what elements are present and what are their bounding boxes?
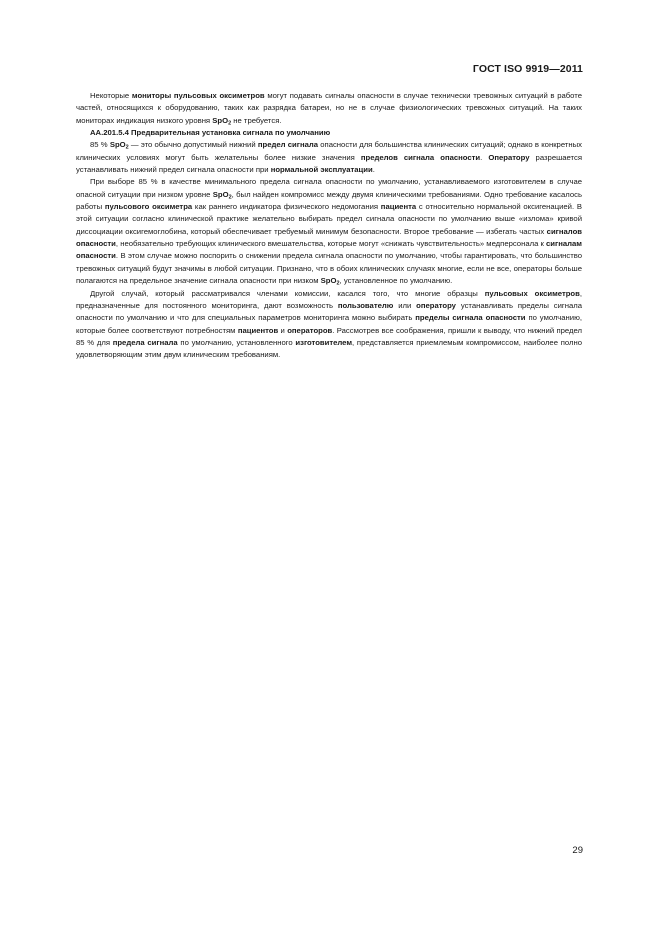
term-spo2-base: SpO bbox=[212, 115, 229, 125]
document-body bbox=[76, 90, 582, 362]
text-run: , был найден компромисс между двумя клиническими требованиями. Одно требование касалось работы bbox=[76, 189, 582, 212]
text-run: устанавливать пределы сигнала опасности по умолчанию и что для специальных параметров мониторинга можно выбирать bbox=[76, 300, 582, 323]
text-run: с относительно нормальной оксигенацией. В этой ситуации согласно клинической практике желательно выбирать предел сигнала опасности по умолчанию выше «излома» кривой диссоциации оксигемоглобина, который обеспечивает требуемый минимум безопасности. Второе требование — избегать частых bbox=[76, 202, 582, 236]
term-spo2-subscript: 2 bbox=[336, 280, 340, 287]
text-run: , необязательно требующих клинического вмешательства, которые могут «снижать чувствительность» медперсонала к bbox=[115, 239, 547, 249]
term-pulse-oximeters: пульсовых оксиметров bbox=[484, 288, 580, 298]
paragraph-monitor-alarms bbox=[76, 90, 582, 127]
text-run: — это обычно допустимый нижний bbox=[128, 140, 258, 150]
term-spo2 bbox=[110, 140, 129, 149]
page-header-standard-code: ГОСТ ISO 9919—2011 bbox=[472, 63, 583, 75]
section-heading-text: АА.201.5.4 Предварительная установка сигнала по умолчанию bbox=[90, 128, 331, 138]
term-spo2 bbox=[321, 276, 340, 285]
term-operator: Оператору bbox=[488, 152, 530, 162]
text-run: Некоторые bbox=[90, 91, 132, 100]
term-spo2 bbox=[213, 190, 232, 199]
paragraph-default-limit bbox=[76, 139, 582, 176]
term-patients: пациентов bbox=[237, 325, 279, 335]
text-run: , представляется приемлемым компромиссом, наиболее полно удовлетворяющим этим двум клиническим требованиям. bbox=[76, 337, 582, 360]
term-manufacturer: изготовителем bbox=[295, 337, 353, 347]
text-run: . bbox=[480, 152, 489, 162]
text-run: как раннего индикатора физического недомогания bbox=[192, 202, 381, 212]
paragraph-compromise bbox=[76, 176, 582, 287]
text-run: опасности для большинства клинических ситуаций; однако в конкретных клинических условиях могут быть желательны более низкие значения bbox=[76, 140, 582, 162]
term-spo2 bbox=[212, 116, 231, 125]
text-run: по умолчанию, установленного bbox=[177, 337, 296, 347]
term-patient: пациента bbox=[380, 202, 417, 212]
term-alarm-signals: сигналам опасности bbox=[76, 239, 582, 261]
term-spo2-base: SpO bbox=[212, 189, 229, 199]
text-run: . Рассмотрев все соображения, пришли к выводу, что нижний предел 85 % для bbox=[76, 325, 582, 347]
text-run: и bbox=[278, 325, 288, 335]
section-heading bbox=[76, 127, 582, 139]
text-run: по умолчанию, которые более соответствуют потребностям bbox=[76, 313, 582, 335]
term-user: пользователю bbox=[337, 300, 394, 310]
text-run: , установленное по умолчанию. bbox=[339, 276, 453, 286]
term-alarm-limit: предел сигнала bbox=[257, 140, 319, 150]
text-run: Другой случай, который рассматривался членами комиссии, касался того, что многие образцы bbox=[90, 288, 485, 298]
term-spo2-subscript: 2 bbox=[228, 194, 232, 201]
text-run: , предназначенные для постоянного мониторинга, дают возможность bbox=[76, 288, 582, 310]
term-alarm-signals: сигналов опасности bbox=[76, 226, 582, 249]
term-spo2-subscript: 2 bbox=[125, 144, 129, 151]
term-spo2-base: SpO bbox=[320, 276, 337, 286]
paragraph-configurable-limits bbox=[76, 288, 582, 362]
term-normal-use: нормальной эксплуатации bbox=[270, 165, 373, 175]
term-alarm-limit: предела сигнала bbox=[112, 337, 178, 347]
term-spo2-subscript: 2 bbox=[228, 120, 232, 127]
term-pulse-oximeter-monitors: мониторы пульсовых оксиметров bbox=[131, 91, 265, 100]
text-run: 85 % bbox=[90, 140, 110, 150]
text-run: не требуется. bbox=[231, 115, 282, 125]
text-run: . bbox=[372, 165, 375, 175]
text-run: разрешается устанавливать нижний предел сигнала опасности при bbox=[76, 152, 582, 175]
term-alarm-limits: пределов сигнала опасности bbox=[360, 152, 481, 162]
term-spo2-base: SpO bbox=[109, 140, 126, 150]
page-number: 29 bbox=[572, 845, 583, 856]
term-operators: операторов bbox=[287, 325, 333, 335]
text-run: или bbox=[393, 300, 417, 310]
term-pulse-oximeter: пульсового оксиметра bbox=[104, 202, 193, 212]
text-run: . В этом случае можно поспорить о снижении предела сигнала опасности по умолчанию, чтобы гарантировать, что большинство тревожных ситуаций будут значимы в любой ситуации. Признано, что в обоих клинических случаях многие, если не все, операторы больше полагаются на предельное значение сигнала опасности при низком bbox=[76, 251, 582, 286]
term-alarm-limits: пределы сигнала опасности bbox=[415, 313, 526, 323]
term-operator: оператору bbox=[416, 300, 456, 310]
text-run: могут подавать сигналы опасности в случае технически тревожных ситуаций в работе частей, относящихся к оборудованию, таких как разрядка батареи, но не в случае физиологических тревожных ситуаций. На таких мониторах индикация низкого уровня bbox=[76, 91, 582, 125]
text-run: При выборе 85 % в качестве минимального предела сигнала опасности по умолчанию, устанавливаемого изготовителем в случае опасной ситуации при низком уровне bbox=[76, 177, 582, 199]
